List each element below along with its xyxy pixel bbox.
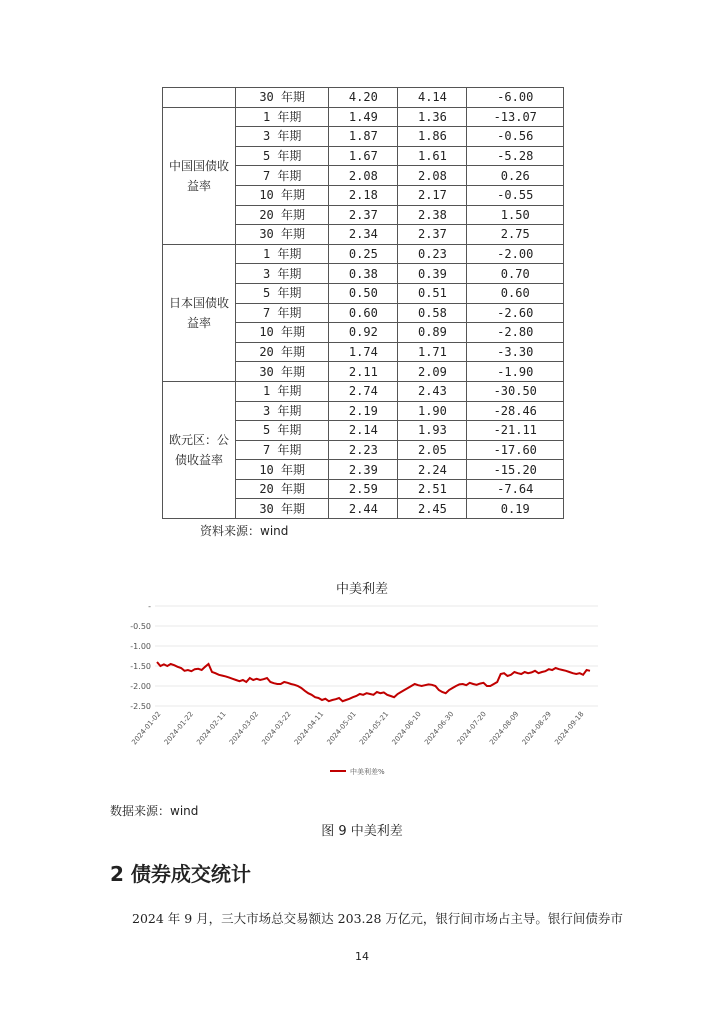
value-change-cell: -0.56 [467,127,564,147]
value-prev-cell: 0.92 [329,323,398,343]
value-change-cell: -5.28 [467,146,564,166]
value-curr-cell: 2.09 [398,362,467,382]
term-cell: 30 年期 [236,362,329,382]
value-prev-cell: 0.50 [329,283,398,303]
value-change-cell: -3.30 [467,342,564,362]
term-cell: 7 年期 [236,166,329,186]
value-curr-cell: 2.08 [398,166,467,186]
value-change-cell: -2.00 [467,244,564,264]
value-change-cell: 1.50 [467,205,564,225]
value-change-cell: -6.00 [467,88,564,108]
value-prev-cell: 2.37 [329,205,398,225]
y-tick-label: -1.50 [130,662,151,671]
value-curr-cell: 0.39 [398,264,467,284]
value-curr-cell: 2.45 [398,499,467,519]
table-row [163,88,564,108]
value-prev-cell: 1.67 [329,146,398,166]
value-curr-cell: 0.89 [398,323,467,343]
value-curr-cell: 2.17 [398,185,467,205]
y-tick-label: -0.50 [130,622,151,631]
value-prev-cell: 1.87 [329,127,398,147]
value-curr-cell: 1.90 [398,401,467,421]
x-tick-label: 2024-08-09 [488,710,521,747]
value-curr-cell: 0.51 [398,283,467,303]
table-row [163,244,564,264]
value-change-cell: -15.20 [467,460,564,480]
term-cell: 7 年期 [236,303,329,323]
term-cell: 5 年期 [236,283,329,303]
value-curr-cell: 1.61 [398,146,467,166]
value-change-cell: -0.55 [467,185,564,205]
value-curr-cell: 2.43 [398,381,467,401]
term-cell: 3 年期 [236,264,329,284]
term-cell: 1 年期 [236,381,329,401]
value-prev-cell: 2.23 [329,440,398,460]
section-title: 2 债券成交统计 [110,862,251,886]
term-cell: 7 年期 [236,440,329,460]
x-tick-label: 2024-01-02 [130,710,163,747]
value-change-cell: -2.60 [467,303,564,323]
value-prev-cell: 2.34 [329,225,398,245]
group-label [163,88,236,108]
x-tick-label: 2024-03-22 [260,710,293,747]
x-tick-label: 2024-09-18 [553,710,586,747]
value-curr-cell: 4.14 [398,88,467,108]
value-prev-cell: 2.74 [329,381,398,401]
table-row [163,107,564,127]
value-curr-cell: 2.37 [398,225,467,245]
term-cell: 1 年期 [236,244,329,264]
value-change-cell: -2.80 [467,323,564,343]
chart-source: 数据来源：wind [110,804,199,818]
value-prev-cell: 2.08 [329,166,398,186]
term-cell: 10 年期 [236,185,329,205]
value-change-cell: 0.60 [467,283,564,303]
term-cell: 10 年期 [236,460,329,480]
value-prev-cell: 1.49 [329,107,398,127]
y-tick-label: -2.00 [130,682,151,691]
value-prev-cell: 2.19 [329,401,398,421]
value-change-cell: 0.19 [467,499,564,519]
value-curr-cell: 2.51 [398,479,467,499]
term-cell: 20 年期 [236,205,329,225]
value-prev-cell: 0.38 [329,264,398,284]
term-cell: 30 年期 [236,499,329,519]
x-tick-label: 2024-06-10 [390,710,423,747]
value-prev-cell: 2.44 [329,499,398,519]
term-cell: 30 年期 [236,225,329,245]
value-change-cell: -21.11 [467,421,564,441]
term-cell: 5 年期 [236,146,329,166]
term-cell: 1 年期 [236,107,329,127]
term-cell: 30 年期 [236,88,329,108]
x-tick-label: 2024-08-29 [520,710,553,747]
value-prev-cell: 1.74 [329,342,398,362]
value-change-cell: 2.75 [467,225,564,245]
group-label: 中国国债收益率 [163,107,236,244]
y-tick-label: - [148,602,151,611]
term-cell: 5 年期 [236,421,329,441]
value-prev-cell: 2.18 [329,185,398,205]
x-tick-label: 2024-06-30 [423,710,456,747]
value-change-cell: -30.50 [467,381,564,401]
value-change-cell: 0.26 [467,166,564,186]
value-curr-cell: 1.71 [398,342,467,362]
value-prev-cell: 0.25 [329,244,398,264]
value-curr-cell: 1.36 [398,107,467,127]
term-cell: 3 年期 [236,127,329,147]
x-tick-label: 2024-07-20 [455,710,488,747]
value-change-cell: -13.07 [467,107,564,127]
figure-caption: 图 9 中美利差 [321,824,403,839]
y-tick-label: -1.00 [130,642,151,651]
value-prev-cell: 4.20 [329,88,398,108]
term-cell: 3 年期 [236,401,329,421]
x-tick-label: 2024-02-11 [195,710,228,747]
value-change-cell: -7.64 [467,479,564,499]
value-prev-cell: 0.60 [329,303,398,323]
value-change-cell: -17.60 [467,440,564,460]
value-change-cell: 0.70 [467,264,564,284]
page-number: 14 [355,950,369,963]
x-tick-label: 2024-04-11 [292,710,326,747]
x-tick-label: 2024-05-01 [325,710,358,747]
value-prev-cell: 2.14 [329,421,398,441]
value-curr-cell: 1.86 [398,127,467,147]
yield-table [162,87,564,519]
x-tick-label: 2024-05-21 [358,710,391,747]
value-change-cell: -1.90 [467,362,564,382]
value-curr-cell: 2.05 [398,440,467,460]
legend-label: 中美利差% [350,768,385,776]
x-tick-label: 2024-03-02 [227,710,261,747]
x-tick-label: 2024-01-22 [162,710,196,747]
value-curr-cell: 0.58 [398,303,467,323]
table-row [163,381,564,401]
value-prev-cell: 2.11 [329,362,398,382]
value-prev-cell: 2.59 [329,479,398,499]
chart-title: 中美利差 [335,582,388,597]
value-prev-cell: 2.39 [329,460,398,480]
spread-series-line [157,662,590,701]
table-source: 资料来源：wind [200,524,289,538]
y-tick-label: -2.50 [130,702,151,711]
value-curr-cell: 0.23 [398,244,467,264]
term-cell: 10 年期 [236,323,329,343]
term-cell: 20 年期 [236,479,329,499]
group-label: 欧元区：公债收益率 [163,381,236,518]
value-change-cell: -28.46 [467,401,564,421]
value-curr-cell: 2.38 [398,205,467,225]
group-label: 日本国债收益率 [163,244,236,381]
body-paragraph: 2024 年 9 月，三大市场总交易额达 203.28 万亿元，银行间市场占主导。银行间债券市 [132,911,623,926]
value-curr-cell: 1.93 [398,421,467,441]
term-cell: 20 年期 [236,342,329,362]
spread-line-chart [120,596,604,792]
value-curr-cell: 2.24 [398,460,467,480]
